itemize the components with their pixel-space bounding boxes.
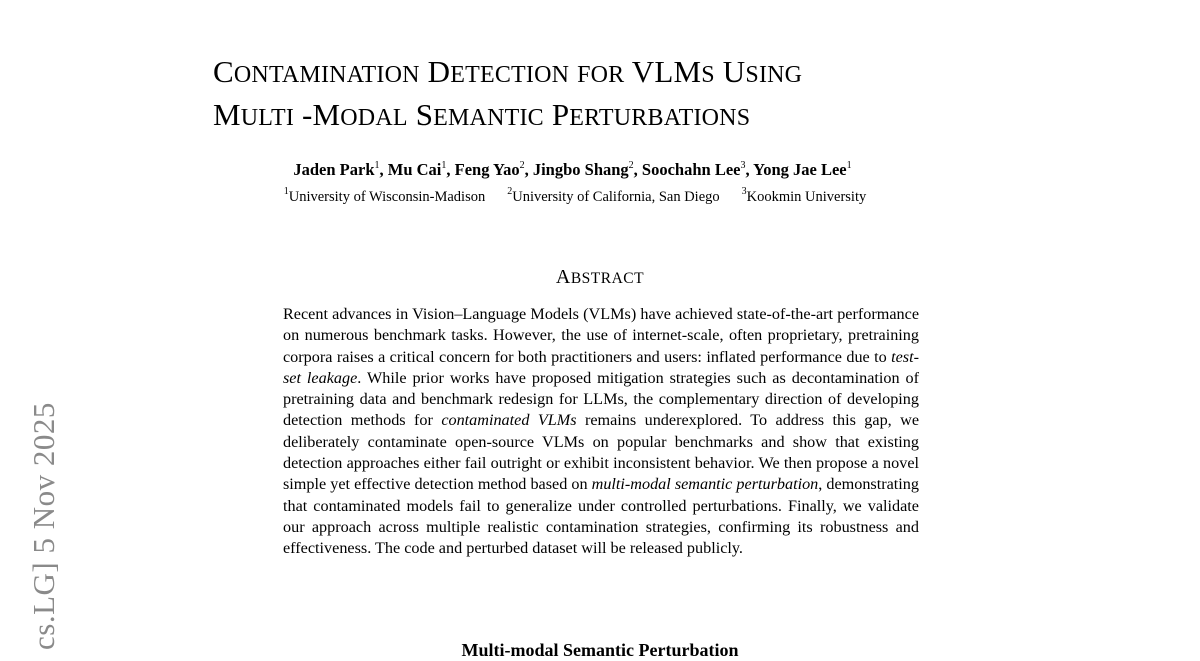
- title-word-rest: EMANTIC: [433, 105, 544, 131]
- abstract-emphasis: multi-modal semantic perturbation: [591, 475, 819, 494]
- author-name: Mu Cai: [387, 160, 442, 179]
- affiliation-name: University of Wisconsin-Madison: [288, 188, 486, 205]
- author-name: Yong Jae Lee: [753, 160, 847, 179]
- author-affiliation-mark: 3: [740, 159, 746, 171]
- author-name: Feng Yao: [454, 160, 520, 179]
- abstract-text: , demonstrating that contaminated models fail to generalize under controlled perturbations. Finally, we validate our approach across multiple realistic contamination strategies, confirming its robustness and effectiveness. The code and perturbed dataset will be released publicly.: [283, 475, 919, 558]
- affiliation-number: 3: [741, 186, 747, 197]
- title-word-rest: ONTAMINATION: [233, 62, 420, 88]
- title-word: [302, 97, 408, 132]
- abstract-heading-rest: BSTRACT: [570, 270, 645, 287]
- affiliation-number: 2: [507, 186, 513, 197]
- affiliation-name: University of California, San Diego: [512, 188, 720, 205]
- title-word-rest: ODAL: [340, 105, 408, 131]
- title-word-initial: D: [427, 54, 451, 89]
- title-word-initial: -M: [301, 97, 341, 132]
- abstract-emphasis: contaminated VLMs: [441, 411, 577, 430]
- title-word-initial: P: [551, 97, 570, 132]
- title-word: [213, 97, 294, 132]
- abstract-text: . While prior works have proposed mitigation strategies such as decontamination of pretraining data and benchmark redesign for LLMs, the complementary direction of developing detection methods for: [283, 368, 920, 430]
- title-word: [428, 54, 570, 89]
- author-affiliation-mark: 1: [846, 159, 852, 171]
- title-word: [577, 54, 624, 89]
- author-name: Soochahn Lee: [641, 160, 741, 179]
- title-word: [723, 54, 802, 89]
- title-word-rest: ULTI: [240, 105, 295, 131]
- author-affiliation-mark: 1: [441, 159, 447, 171]
- affiliation-number: 1: [283, 186, 289, 197]
- title-word-rest: ERTURBATIONS: [569, 105, 751, 131]
- title-word-initial: VLM: [631, 54, 702, 89]
- title-line-2: [213, 95, 1033, 138]
- title-word-rest: SING: [745, 62, 803, 88]
- abstract-heading: [0, 266, 1200, 289]
- title-word: [632, 54, 715, 89]
- author-affiliation-mark: 2: [519, 159, 525, 171]
- abstract-body: [283, 304, 919, 560]
- title-word-rest: ETECTION: [450, 62, 570, 88]
- author-name: Jaden Park: [293, 160, 375, 179]
- title-word-initial: S: [415, 97, 434, 132]
- affiliation-list: [0, 187, 1150, 206]
- title-word: [416, 97, 544, 132]
- author-affiliation-mark: 2: [628, 159, 634, 171]
- paper-title: [213, 52, 1033, 138]
- section-heading-partial: Multi-modal Semantic Perturbation: [461, 640, 739, 660]
- title-word-rest: S: [701, 62, 715, 88]
- title-word-rest: FOR: [577, 62, 625, 88]
- title-word-initial: U: [722, 54, 746, 89]
- abstract-heading-initial: A: [555, 266, 571, 288]
- abstract-text: Recent advances in Vision–Language Models (VLMs) have achieved state-of-the-art performance on numerous benchmark tasks. However, the use of internet-scale, often proprietary, pretraining corpora raises a critical concern for both practitioners and users: inflated performance due to: [283, 305, 919, 366]
- abstract-text: remains underexplored. To address this gap, we deliberately contaminate open-source VLMs on popular benchmarks and show that existing detection approaches either fail outright or exhibit inconsistent behavior. We then propose a novel simple yet effective detection method based on: [283, 411, 919, 494]
- author-affiliation-mark: 1: [374, 159, 380, 171]
- affiliation-name: Kookmin University: [746, 188, 867, 205]
- arxiv-identifier-stamp: cs.LG] 5 Nov 2025: [26, 402, 61, 650]
- title-word: [213, 54, 420, 89]
- title-line-1: [213, 52, 1033, 95]
- author-list: Jaden Park$^1$, Mu Cai$^1$, Feng Yao$^2$, Jingbo Shang$^2$, Soochahn Lee$^3$, Yong Jae Lee$^1$: [293, 159, 852, 179]
- title-word-initial: M: [213, 97, 241, 132]
- abstract-emphasis: test-set leakage: [283, 347, 919, 387]
- author-name: Jingbo Shang: [532, 160, 629, 179]
- title-word: [552, 97, 750, 132]
- title-word-initial: C: [213, 54, 234, 89]
